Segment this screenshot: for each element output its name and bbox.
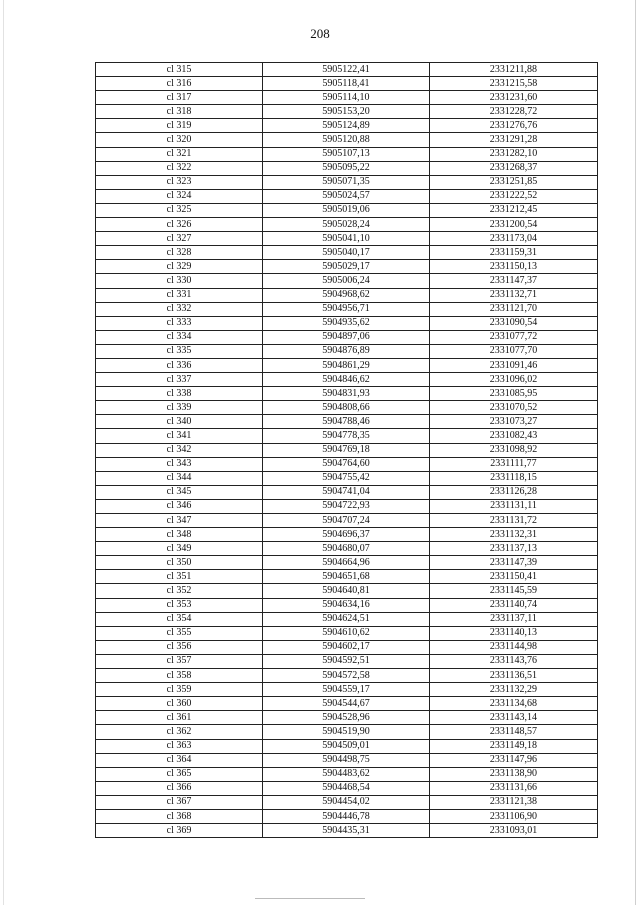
point-id-cell: cl 364 — [96, 753, 263, 767]
y-coordinate-cell: 2331147,37 — [430, 274, 598, 288]
y-coordinate-cell: 2331228,72 — [430, 105, 598, 119]
table-row — [96, 358, 598, 372]
y-coordinate-cell: 2331282,10 — [430, 147, 598, 161]
table-row — [96, 147, 598, 161]
x-coordinate-cell: 5905118,41 — [263, 77, 430, 91]
x-coordinate-cell: 5904519,90 — [263, 725, 430, 739]
point-id-cell: cl 326 — [96, 218, 263, 232]
page-number: 208 — [310, 26, 330, 41]
point-id-cell: cl 335 — [96, 344, 263, 358]
point-id-cell: cl 358 — [96, 669, 263, 683]
table-row — [96, 246, 598, 260]
y-coordinate-cell: 2331222,52 — [430, 189, 598, 203]
y-coordinate-cell: 2331077,72 — [430, 330, 598, 344]
point-id-cell: cl 316 — [96, 77, 263, 91]
x-coordinate-cell: 5905019,06 — [263, 203, 430, 217]
point-id-cell: cl 324 — [96, 189, 263, 203]
x-coordinate-cell: 5904454,02 — [263, 795, 430, 809]
y-coordinate-cell: 2331111,77 — [430, 457, 598, 471]
x-coordinate-cell: 5904435,31 — [263, 824, 430, 838]
x-coordinate-cell: 5904778,35 — [263, 429, 430, 443]
x-coordinate-cell: 5904483,62 — [263, 767, 430, 781]
y-coordinate-cell: 2331215,58 — [430, 77, 598, 91]
y-coordinate-cell: 2331070,52 — [430, 401, 598, 415]
point-id-cell: cl 327 — [96, 232, 263, 246]
point-id-cell: cl 317 — [96, 91, 263, 105]
point-id-cell: cl 332 — [96, 302, 263, 316]
point-id-cell: cl 344 — [96, 471, 263, 485]
x-coordinate-cell: 5904498,75 — [263, 753, 430, 767]
table-row — [96, 133, 598, 147]
table-row — [96, 203, 598, 217]
table-row — [96, 697, 598, 711]
table-row — [96, 654, 598, 668]
point-id-cell: cl 347 — [96, 514, 263, 528]
y-coordinate-cell: 2331090,54 — [430, 316, 598, 330]
x-coordinate-cell: 5904509,01 — [263, 739, 430, 753]
x-coordinate-cell: 5904602,17 — [263, 640, 430, 654]
x-coordinate-cell: 5904897,06 — [263, 330, 430, 344]
table-row — [96, 274, 598, 288]
table-row — [96, 429, 598, 443]
y-coordinate-cell: 2331150,13 — [430, 260, 598, 274]
point-id-cell: cl 366 — [96, 781, 263, 795]
x-coordinate-cell: 5905107,13 — [263, 147, 430, 161]
table-row — [96, 288, 598, 302]
x-coordinate-cell: 5904624,51 — [263, 612, 430, 626]
table-row — [96, 809, 598, 823]
point-id-cell: cl 342 — [96, 443, 263, 457]
y-coordinate-cell: 2331140,13 — [430, 626, 598, 640]
x-coordinate-cell: 5904610,62 — [263, 626, 430, 640]
point-id-cell: cl 330 — [96, 274, 263, 288]
point-id-cell: cl 367 — [96, 795, 263, 809]
x-coordinate-cell: 5905024,57 — [263, 189, 430, 203]
x-coordinate-cell: 5904468,54 — [263, 781, 430, 795]
table-row — [96, 77, 598, 91]
point-id-cell: cl 322 — [96, 161, 263, 175]
point-id-cell: cl 368 — [96, 809, 263, 823]
point-id-cell: cl 345 — [96, 485, 263, 499]
x-coordinate-cell: 5904846,62 — [263, 373, 430, 387]
y-coordinate-cell: 2331137,13 — [430, 542, 598, 556]
table-row — [96, 344, 598, 358]
table-row — [96, 485, 598, 499]
table-row — [96, 443, 598, 457]
y-coordinate-cell: 2331149,18 — [430, 739, 598, 753]
point-id-cell: cl 321 — [96, 147, 263, 161]
point-id-cell: cl 353 — [96, 598, 263, 612]
x-coordinate-cell: 5904788,46 — [263, 415, 430, 429]
x-coordinate-cell: 5905122,41 — [263, 63, 430, 77]
x-coordinate-cell: 5905006,24 — [263, 274, 430, 288]
y-coordinate-cell: 2331147,39 — [430, 556, 598, 570]
table-row — [96, 669, 598, 683]
point-id-cell: cl 361 — [96, 711, 263, 725]
y-coordinate-cell: 2331140,74 — [430, 598, 598, 612]
table-row — [96, 499, 598, 513]
y-coordinate-cell: 2331121,70 — [430, 302, 598, 316]
x-coordinate-cell: 5905153,20 — [263, 105, 430, 119]
table-row — [96, 119, 598, 133]
y-coordinate-cell: 2331073,27 — [430, 415, 598, 429]
point-id-cell: cl 320 — [96, 133, 263, 147]
point-id-cell: cl 339 — [96, 401, 263, 415]
y-coordinate-cell: 2331118,15 — [430, 471, 598, 485]
table-row — [96, 598, 598, 612]
y-coordinate-cell: 2331106,90 — [430, 809, 598, 823]
y-coordinate-cell: 2331276,76 — [430, 119, 598, 133]
table-row — [96, 556, 598, 570]
x-coordinate-cell: 5905124,89 — [263, 119, 430, 133]
table-row — [96, 570, 598, 584]
point-id-cell: cl 334 — [96, 330, 263, 344]
point-id-cell: cl 343 — [96, 457, 263, 471]
table-row — [96, 457, 598, 471]
table-row — [96, 387, 598, 401]
point-id-cell: cl 360 — [96, 697, 263, 711]
point-id-cell: cl 346 — [96, 499, 263, 513]
y-coordinate-cell: 2331085,95 — [430, 387, 598, 401]
x-coordinate-cell: 5904651,68 — [263, 570, 430, 584]
table-row — [96, 767, 598, 781]
x-coordinate-cell: 5904831,93 — [263, 387, 430, 401]
y-coordinate-cell: 2331147,96 — [430, 753, 598, 767]
x-coordinate-cell: 5904956,71 — [263, 302, 430, 316]
x-coordinate-cell: 5905041,10 — [263, 232, 430, 246]
table-row — [96, 63, 598, 77]
x-coordinate-cell: 5905095,22 — [263, 161, 430, 175]
table-row — [96, 612, 598, 626]
point-id-cell: cl 356 — [96, 640, 263, 654]
table-row — [96, 232, 598, 246]
x-coordinate-cell: 5904764,60 — [263, 457, 430, 471]
y-coordinate-cell: 2331212,45 — [430, 203, 598, 217]
table-row — [96, 514, 598, 528]
y-coordinate-cell: 2331132,71 — [430, 288, 598, 302]
point-id-cell: cl 341 — [96, 429, 263, 443]
x-coordinate-cell: 5904664,96 — [263, 556, 430, 570]
x-coordinate-cell: 5904634,16 — [263, 598, 430, 612]
x-coordinate-cell: 5904592,51 — [263, 654, 430, 668]
table-row — [96, 415, 598, 429]
table-row — [96, 161, 598, 175]
x-coordinate-cell: 5904722,93 — [263, 499, 430, 513]
point-id-cell: cl 333 — [96, 316, 263, 330]
x-coordinate-cell: 5904968,62 — [263, 288, 430, 302]
x-coordinate-cell: 5905114,10 — [263, 91, 430, 105]
table-row — [96, 626, 598, 640]
y-coordinate-cell: 2331091,46 — [430, 358, 598, 372]
coordinate-table-body — [96, 63, 598, 838]
x-coordinate-cell: 5905029,17 — [263, 260, 430, 274]
y-coordinate-cell: 2331138,90 — [430, 767, 598, 781]
point-id-cell: cl 328 — [96, 246, 263, 260]
table-row — [96, 175, 598, 189]
x-coordinate-cell: 5905040,17 — [263, 246, 430, 260]
x-coordinate-cell: 5904769,18 — [263, 443, 430, 457]
y-coordinate-cell: 2331121,38 — [430, 795, 598, 809]
x-coordinate-cell: 5904680,07 — [263, 542, 430, 556]
table-row — [96, 824, 598, 838]
y-coordinate-cell: 2331231,60 — [430, 91, 598, 105]
table-row — [96, 316, 598, 330]
y-coordinate-cell: 2331291,28 — [430, 133, 598, 147]
y-coordinate-cell: 2331137,11 — [430, 612, 598, 626]
table-row — [96, 739, 598, 753]
y-coordinate-cell: 2331148,57 — [430, 725, 598, 739]
table-row — [96, 105, 598, 119]
scan-edge-left — [3, 0, 4, 905]
x-coordinate-cell: 5904808,66 — [263, 401, 430, 415]
point-id-cell: cl 363 — [96, 739, 263, 753]
table-row — [96, 584, 598, 598]
x-coordinate-cell: 5904861,29 — [263, 358, 430, 372]
table-row — [96, 260, 598, 274]
y-coordinate-cell: 2331211,88 — [430, 63, 598, 77]
point-id-cell: cl 354 — [96, 612, 263, 626]
point-id-cell: cl 351 — [96, 570, 263, 584]
x-coordinate-cell: 5904741,04 — [263, 485, 430, 499]
table-row — [96, 401, 598, 415]
point-id-cell: cl 329 — [96, 260, 263, 274]
y-coordinate-cell: 2331098,92 — [430, 443, 598, 457]
point-id-cell: cl 362 — [96, 725, 263, 739]
point-id-cell: cl 331 — [96, 288, 263, 302]
y-coordinate-cell: 2331136,51 — [430, 669, 598, 683]
y-coordinate-cell: 2331145,59 — [430, 584, 598, 598]
table-row — [96, 711, 598, 725]
y-coordinate-cell: 2331093,01 — [430, 824, 598, 838]
x-coordinate-cell: 5904696,37 — [263, 528, 430, 542]
point-id-cell: cl 348 — [96, 528, 263, 542]
y-coordinate-cell: 2331077,70 — [430, 344, 598, 358]
x-coordinate-cell: 5905028,24 — [263, 218, 430, 232]
point-id-cell: cl 336 — [96, 358, 263, 372]
x-coordinate-cell: 5905071,35 — [263, 175, 430, 189]
point-id-cell: cl 359 — [96, 683, 263, 697]
x-coordinate-cell: 5905120,88 — [263, 133, 430, 147]
table-row — [96, 218, 598, 232]
y-coordinate-cell: 2331096,02 — [430, 373, 598, 387]
x-coordinate-cell: 5904544,67 — [263, 697, 430, 711]
x-coordinate-cell: 5904876,89 — [263, 344, 430, 358]
y-coordinate-cell: 2331150,41 — [430, 570, 598, 584]
table-row — [96, 528, 598, 542]
y-coordinate-cell: 2331251,85 — [430, 175, 598, 189]
point-id-cell: cl 365 — [96, 767, 263, 781]
y-coordinate-cell: 2331173,04 — [430, 232, 598, 246]
point-id-cell: cl 350 — [96, 556, 263, 570]
x-coordinate-cell: 5904528,96 — [263, 711, 430, 725]
y-coordinate-cell: 2331143,76 — [430, 654, 598, 668]
y-coordinate-cell: 2331143,14 — [430, 711, 598, 725]
x-coordinate-cell: 5904559,17 — [263, 683, 430, 697]
table-row — [96, 302, 598, 316]
table-row — [96, 471, 598, 485]
y-coordinate-cell: 2331131,72 — [430, 514, 598, 528]
table-row — [96, 640, 598, 654]
table-row — [96, 542, 598, 556]
y-coordinate-cell: 2331131,11 — [430, 499, 598, 513]
point-id-cell: cl 357 — [96, 654, 263, 668]
point-id-cell: cl 318 — [96, 105, 263, 119]
table-row — [96, 189, 598, 203]
y-coordinate-cell: 2331132,31 — [430, 528, 598, 542]
x-coordinate-cell: 5904446,78 — [263, 809, 430, 823]
y-coordinate-cell: 2331132,29 — [430, 683, 598, 697]
table-row — [96, 753, 598, 767]
scan-artifact-line — [255, 898, 365, 899]
point-id-cell: cl 349 — [96, 542, 263, 556]
point-id-cell: cl 315 — [96, 63, 263, 77]
table-row — [96, 795, 598, 809]
y-coordinate-cell: 2331268,37 — [430, 161, 598, 175]
scan-edge-right — [635, 0, 636, 905]
y-coordinate-cell: 2331159,31 — [430, 246, 598, 260]
point-id-cell: cl 337 — [96, 373, 263, 387]
coordinate-table — [95, 62, 598, 838]
table-row — [96, 725, 598, 739]
x-coordinate-cell: 5904572,58 — [263, 669, 430, 683]
y-coordinate-cell: 2331131,66 — [430, 781, 598, 795]
point-id-cell: cl 323 — [96, 175, 263, 189]
table-row — [96, 330, 598, 344]
table-row — [96, 781, 598, 795]
y-coordinate-cell: 2331134,68 — [430, 697, 598, 711]
point-id-cell: cl 319 — [96, 119, 263, 133]
y-coordinate-cell: 2331126,28 — [430, 485, 598, 499]
table-row — [96, 683, 598, 697]
y-coordinate-cell: 2331200,54 — [430, 218, 598, 232]
point-id-cell: cl 325 — [96, 203, 263, 217]
point-id-cell: cl 340 — [96, 415, 263, 429]
x-coordinate-cell: 5904640,81 — [263, 584, 430, 598]
table-row — [96, 373, 598, 387]
point-id-cell: cl 352 — [96, 584, 263, 598]
point-id-cell: cl 338 — [96, 387, 263, 401]
y-coordinate-cell: 2331144,98 — [430, 640, 598, 654]
point-id-cell: cl 355 — [96, 626, 263, 640]
y-coordinate-cell: 2331082,43 — [430, 429, 598, 443]
table-row — [96, 91, 598, 105]
x-coordinate-cell: 5904755,42 — [263, 471, 430, 485]
x-coordinate-cell: 5904935,62 — [263, 316, 430, 330]
x-coordinate-cell: 5904707,24 — [263, 514, 430, 528]
point-id-cell: cl 369 — [96, 824, 263, 838]
